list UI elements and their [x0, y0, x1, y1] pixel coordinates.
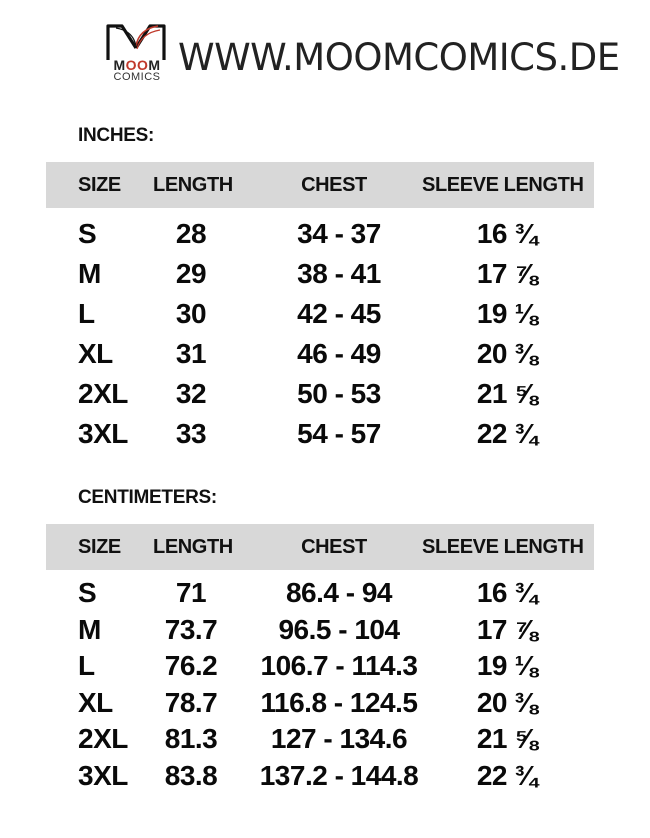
header-length: LENGTH: [153, 536, 233, 558]
row-length: 28: [175, 218, 207, 249]
row-chest: 54 - 57: [297, 418, 381, 449]
table-row: [46, 721, 594, 758]
row-size: L: [78, 298, 95, 329]
row-size: 3XL: [78, 759, 128, 791]
row-length: 73.7: [164, 613, 218, 645]
row-sleeve: 20 ⅜: [476, 686, 538, 718]
page-header: [102, 22, 620, 92]
header-chest: CHEST: [301, 174, 367, 196]
row-length: 83.8: [164, 759, 218, 791]
row-size: M: [78, 258, 101, 289]
row-chest: 137.2 - 144.8: [259, 759, 419, 791]
logo-wordmark: MOOM: [113, 57, 161, 73]
row-length: 81.3: [164, 723, 218, 754]
header-chest: CHEST: [301, 536, 367, 558]
row-chest: 42 - 45: [297, 298, 381, 329]
row-chest: 86.4 - 94: [285, 577, 393, 608]
table-row: [46, 685, 594, 722]
row-size: 2XL: [78, 723, 128, 754]
table-row: [46, 648, 594, 685]
table-header-row: [46, 162, 594, 208]
row-sleeve: 22 ¾: [476, 759, 538, 791]
row-length: 31: [175, 338, 207, 369]
row-chest: 106.7 - 114.3: [260, 650, 418, 681]
row-length: 76.2: [164, 650, 218, 681]
row-sleeve: 16 ¾: [476, 577, 538, 608]
logo-subtitle: COMICS: [113, 71, 161, 83]
table-row: [46, 374, 594, 414]
row-chest: 127 - 134.6: [270, 723, 408, 754]
row-length: 32: [175, 378, 207, 409]
row-chest: 116.8 - 124.5: [260, 686, 418, 718]
row-length: 71: [175, 577, 207, 608]
row-chest: 50 - 53: [297, 378, 381, 409]
table-row: [46, 612, 594, 649]
row-chest: 96.5 - 104: [278, 613, 400, 645]
row-chest: 34 - 37: [297, 218, 381, 249]
row-size: XL: [78, 686, 113, 718]
row-size: M: [78, 613, 101, 645]
row-sleeve: 16 ¾: [476, 218, 538, 249]
row-sleeve: 20 ⅜: [476, 338, 538, 369]
row-length: 33: [175, 418, 207, 449]
row-sleeve: 19 ⅛: [476, 650, 538, 681]
row-chest: 46 - 49: [297, 338, 381, 369]
row-sleeve: 22 ¾: [476, 418, 538, 449]
header-sleeve-length: SLEEVE LENGTH: [422, 536, 584, 558]
row-length: 30: [175, 298, 207, 329]
inches-table: [46, 162, 594, 454]
table-header-row: [46, 524, 594, 570]
table-row: [46, 334, 594, 374]
row-sleeve: 21 ⅝: [476, 378, 538, 409]
logo-m-mark-icon: [102, 22, 172, 62]
row-size: S: [78, 218, 97, 249]
table-row: [46, 575, 594, 612]
row-size: S: [78, 577, 97, 608]
header-size: SIZE: [78, 174, 121, 196]
row-sleeve: 17 ⅞: [476, 258, 538, 289]
header-size: SIZE: [78, 536, 121, 558]
row-length: 29: [175, 258, 207, 289]
inches-title: INCHES:: [78, 125, 155, 146]
row-chest: 38 - 41: [297, 258, 381, 289]
table-row: [46, 758, 594, 795]
row-sleeve: 19 ⅛: [476, 298, 538, 329]
row-size: XL: [78, 338, 113, 369]
row-sleeve: 21 ⅝: [476, 723, 538, 754]
centimeters-table: [46, 524, 594, 794]
row-length: 78.7: [164, 686, 218, 718]
header-length: LENGTH: [153, 174, 233, 196]
table-row: [46, 414, 594, 454]
moom-comics-logo: [102, 22, 172, 90]
row-sleeve: 17 ⅞: [476, 613, 538, 645]
site-url: WWW.MOOMCOMICS.DE: [178, 36, 620, 79]
table-row: [46, 254, 594, 294]
table-row: [46, 214, 594, 254]
row-size: 3XL: [78, 418, 128, 449]
row-size: 2XL: [78, 378, 128, 409]
row-size: L: [78, 650, 95, 681]
header-sleeve-length: SLEEVE LENGTH: [422, 174, 584, 196]
centimeters-title: CENTIMETERS:: [78, 487, 217, 508]
table-row: [46, 294, 594, 334]
